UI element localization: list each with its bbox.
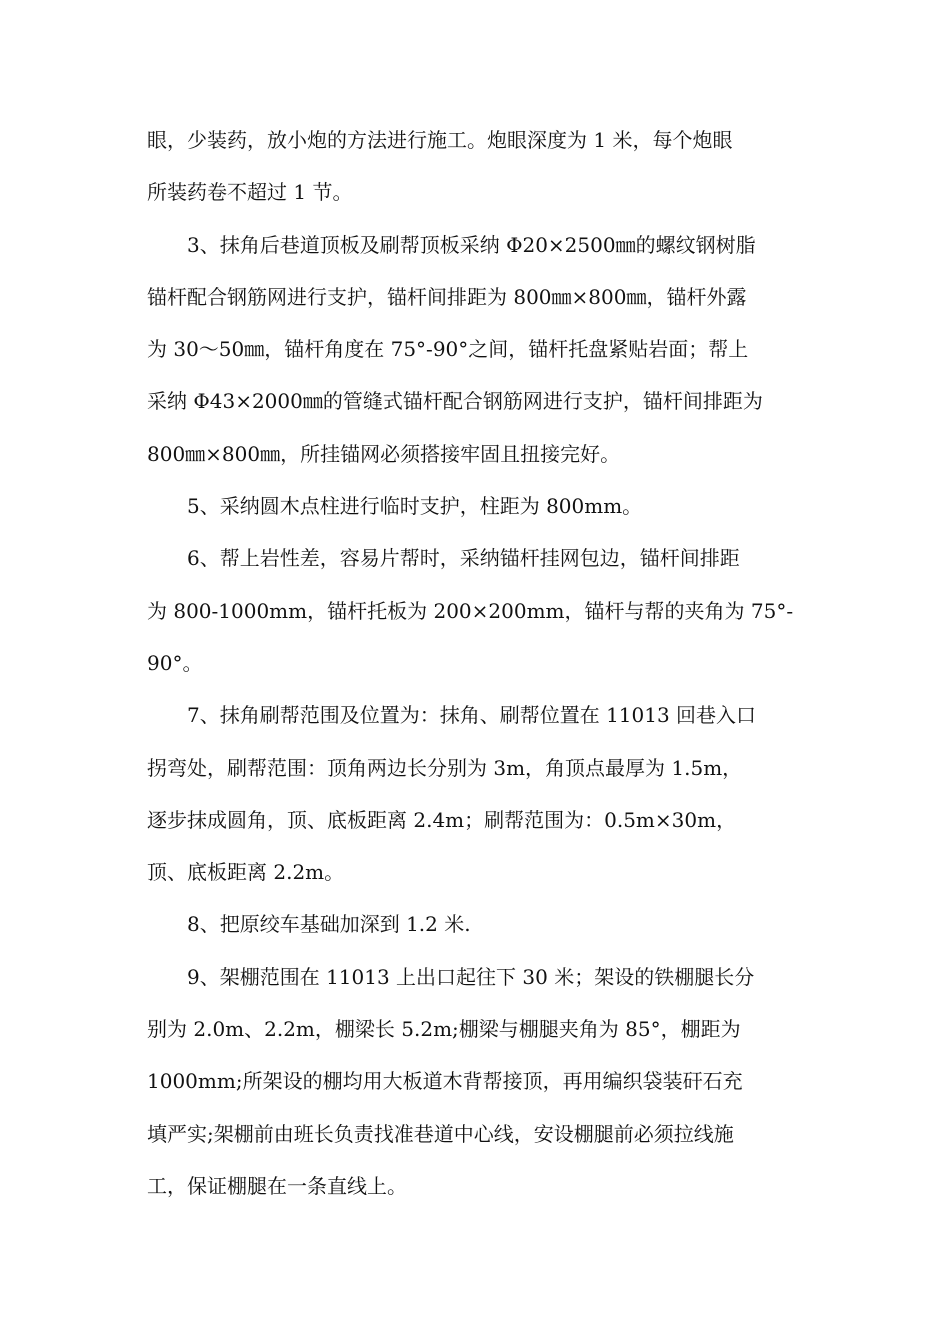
text-line: 1000mm;所架设的棚均用大板道木背帮接顶，再用编织袋装矸石充 <box>147 1069 743 1094</box>
text-line: 工，保证棚腿在一条直线上。 <box>147 1173 407 1198</box>
text-line: 所装药卷不超过 1 节。 <box>147 180 353 205</box>
text-line: 锚杆配合钢筋网进行支护，锚杆间排距为 800㎜×800㎜，锚杆外露 <box>147 284 747 309</box>
text-line: 5、采纳圆木点柱进行临时支护，柱距为 800mm。 <box>187 494 643 519</box>
text-line: 为 30～50㎜，锚杆角度在 75°-90°之间，锚杆托盘紧贴岩面；帮上 <box>147 337 749 362</box>
text-line: 逐步抹成圆角，顶、底板距离 2.4m；刷帮范围为：0.5m×30m， <box>147 807 737 832</box>
text-line: 8、把原绞车基础加深到 1.2 米. <box>187 912 471 937</box>
text-line: 3、抹角后巷道顶板及刷帮顶板采纳 Φ20×2500㎜的螺纹钢树脂 <box>187 232 756 257</box>
text-line: 800㎜×800㎜，所挂锚网必须搭接牢固且扭接完好。 <box>147 441 621 466</box>
text-line: 6、帮上岩性差，容易片帮时，采纳锚杆挂网包边，锚杆间排距 <box>187 546 740 571</box>
text-line: 别为 2.0m、2.2m，棚梁长 5.2m;棚梁与棚腿夹角为 85°，棚距为 <box>147 1017 741 1042</box>
text-line: 拐弯处，刷帮范围：顶角两边长分别为 3m，角顶点最厚为 1.5m， <box>147 755 743 780</box>
text-line: 为 800-1000mm，锚杆托板为 200×200mm，锚杆与帮的夹角为 75°- <box>147 598 794 623</box>
text-line: 7、抹角刷帮范围及位置为：抹角、刷帮位置在 11013 回巷入口 <box>187 703 757 728</box>
document-body <box>147 114 807 1212</box>
text-line: 9、架棚范围在 11013 上出口起往下 30 米；架设的铁棚腿长分 <box>187 964 755 989</box>
text-line: 顶、底板距离 2.2m。 <box>147 860 345 885</box>
text-line: 眼，少装药，放小炮的方法进行施工。炮眼深度为 1 米，每个炮眼 <box>147 128 733 152</box>
text-line: 90°。 <box>147 650 203 675</box>
text-line: 采纳 Φ43×2000㎜的管缝式锚杆配合钢筋网进行支护，锚杆间排距为 <box>147 389 763 414</box>
text-line: 填严实;架棚前由班长负责找准巷道中心线，安设棚腿前必须拉线施 <box>147 1121 734 1146</box>
